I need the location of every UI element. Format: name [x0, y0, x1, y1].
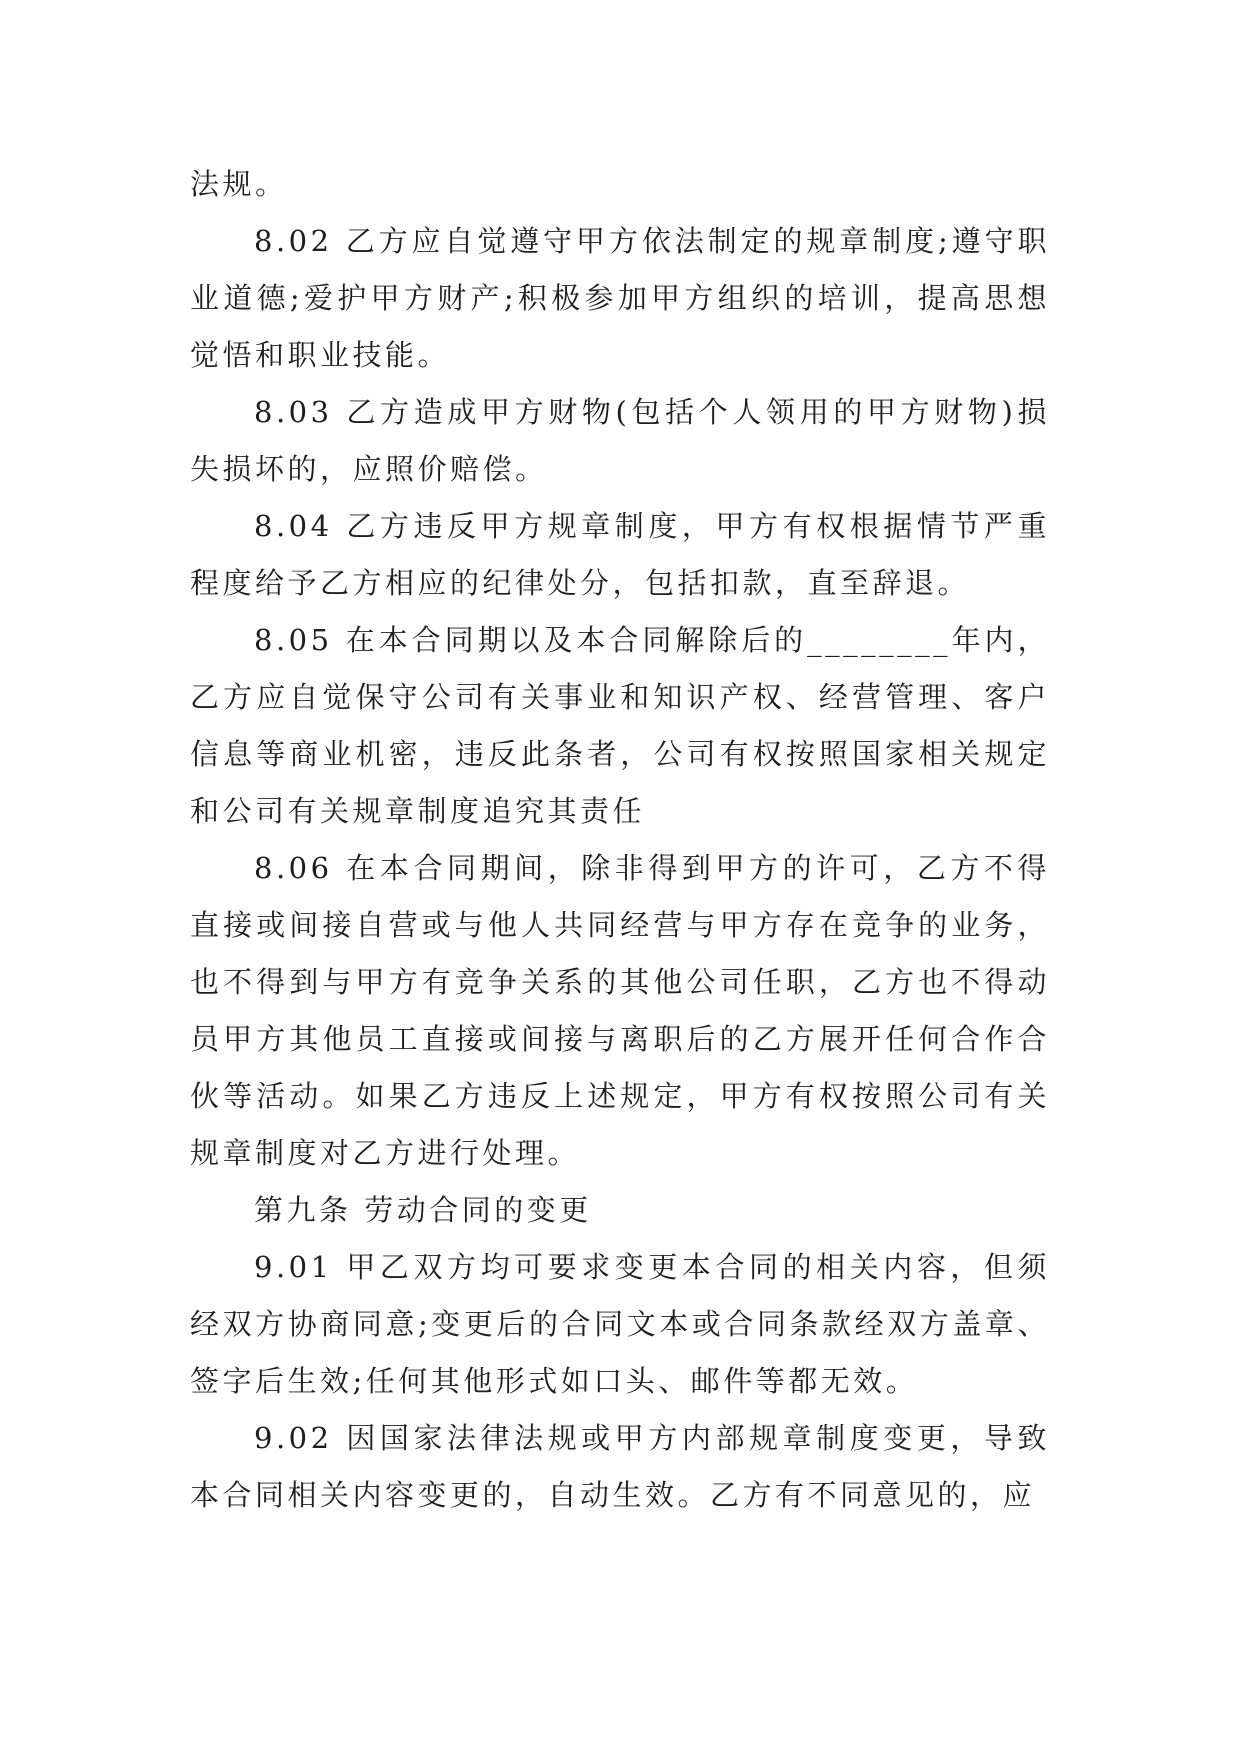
clause-8-03: 8.03 乙方造成甲方财物(包括个人领用的甲方财物)损失损坏的，应照价赔偿。 [190, 395, 1050, 486]
clause-9-02: 9.02 因国家法律法规或甲方内部规章制度变更，导致本合同相关内容变更的，自动生效。乙方有不同意见的，应 [190, 1421, 1050, 1512]
clause-8-02: 8.02 乙方应自觉遵守甲方依法制定的规章制度;遵守职业道德;爱护甲方财产;积极参加甲方组织的培训，提高思想觉悟和职业技能。 [190, 224, 1050, 372]
contract-body [190, 156, 1050, 1524]
paragraph-continuation: 法规。 [190, 167, 288, 201]
clause-8-06: 8.06 在本合同期间，除非得到甲方的许可，乙方不得直接或间接自营或与他人共同经营与甲方存在竞争的业务，也不得到与甲方有竞争关系的其他公司任职，乙方也不得动员甲方其他员工直接或间接与离职后的乙方展开任何合作合伙等活动。如果乙方违反上述规定，甲方有权按照公司有关规章制度对乙方进行处理。 [190, 851, 1050, 1170]
clause-8-04: 8.04 乙方违反甲方规章制度，甲方有权根据情节严重程度给予乙方相应的纪律处分，包括扣款，直至辞退。 [190, 509, 1050, 600]
article-9-heading: 第九条 劳动合同的变更 [254, 1193, 592, 1227]
clause-8-05: 8.05 在本合同期以及本合同解除后的________年内，乙方应自觉保守公司有关事业和知识产权、经营管理、客户信息等商业机密，违反此条者，公司有权按照国家相关规定和公司有关规章制度追究其责任 [190, 623, 1050, 828]
clause-9-01: 9.01 甲乙双方均可要求变更本合同的相关内容，但须经双方协商同意;变更后的合同文本或合同条款经双方盖章、签字后生效;任何其他形式如口头、邮件等都无效。 [190, 1250, 1050, 1398]
